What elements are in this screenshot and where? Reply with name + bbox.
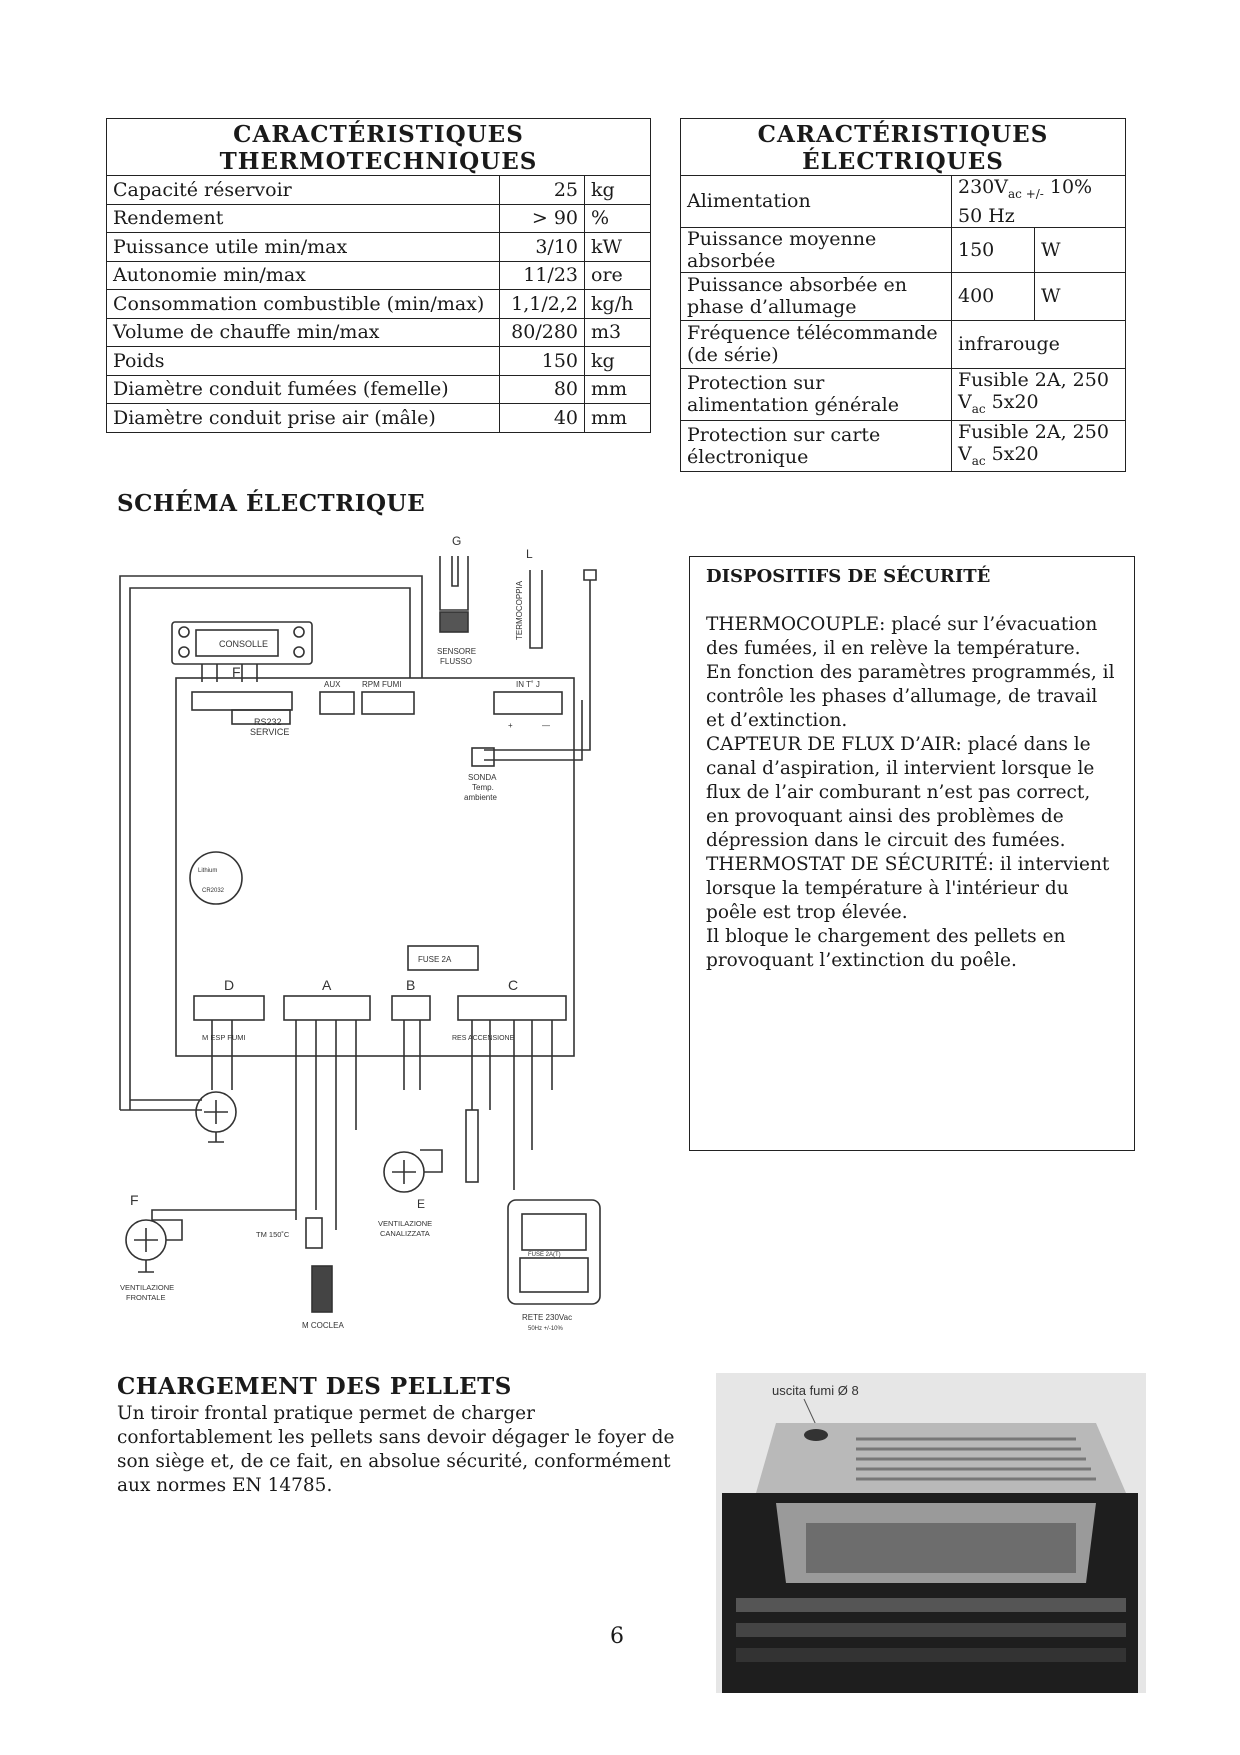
fan-cross [204,1100,228,1142]
row-unit: m3 [585,318,651,347]
pellets-text: Un tiroir frontal pratique permet de charger confortablement les pellets sans devoir dégager le foyer de son siège et, de ce fait, en absolue sécurité, conformément aux normes EN 14785. [117,1403,675,1496]
fuse-rest: 5x20 [985,442,1039,465]
row-value: 150 [499,347,584,376]
d-connector [194,996,264,1020]
safety-paragraph: En fonction des paramètres programmés, il contrôle les phases d’allumage, de travail et d’extinction. [706,662,1115,731]
table-row [107,375,651,404]
row-value: 150 [952,227,1035,272]
row-value: 3/10 [499,233,584,262]
exhaust-outlet [804,1429,828,1441]
a-connector [284,996,370,1020]
row-value [952,176,1126,228]
row-value: 25 [499,176,584,205]
console-button [179,627,189,637]
service-label: SERVICE [250,727,290,737]
table-row [681,272,1126,320]
vent-can-label2: CANALIZZATA [380,1229,430,1238]
fuse-v: V [958,390,972,413]
aux-connector [320,692,354,714]
row-label: Autonomie min/max [107,261,500,290]
fuse-sub: ac [971,453,986,468]
row-value: 400 [952,272,1035,320]
row-unit: W [1035,272,1126,320]
pellet-drawer-photo [716,1373,1146,1693]
minus-label: — [542,721,550,730]
thermo-table-title [107,119,651,176]
fuse-rest: 5x20 [985,390,1039,413]
temp-label: Temp. [472,783,494,792]
fan-cross [392,1150,442,1184]
vent-front-label1: VENTILAZIONE [120,1283,175,1292]
ignition-resistance [466,1110,478,1182]
row-unit: mm [585,404,651,433]
row-unit: kg [585,347,651,376]
console-button [179,647,189,657]
lithium-label: Lithium [198,868,218,874]
esp-label: M ESP FUMI [202,1033,246,1042]
table-row [107,347,651,376]
flusso-label: FLUSSO [440,657,473,666]
elec-title-line2: ÉLECTRIQUES [802,148,1004,175]
drawer-bar [736,1623,1126,1637]
console-button [294,627,304,637]
down-wires [472,1020,552,1190]
row-label: Protection sur alimentation générale [681,368,952,420]
mains-inlet [522,1214,586,1250]
control-board [176,678,574,1056]
table-row [107,233,651,262]
thermotechnical-table [106,118,651,433]
safety-devices-box [689,556,1135,1151]
rpm-connector [362,692,414,714]
console-button [294,647,304,657]
sonda-label: SONDA [468,773,497,782]
row-unit: % [585,204,651,233]
row-value: 80 [499,375,584,404]
drawer-bar [736,1598,1126,1612]
fuse-sub: ac [971,401,986,416]
table-row [681,176,1126,228]
table-row [107,261,651,290]
d-label: D [224,977,235,993]
row-unit: W [1035,227,1126,272]
e-label: E [417,1197,426,1211]
table-row [681,368,1126,420]
row-label: Puissance utile min/max [107,233,500,262]
row-label: Puissance moyenne absorbée [681,227,952,272]
vent-can-label1: VENTILAZIONE [378,1219,433,1228]
thermo-title-line1: CARACTÉRISTIQUES [233,121,524,148]
row-value [952,368,1126,420]
safety-title: DISPOSITIFS DE SÉCURITÉ [706,566,991,587]
row-label: Puissance absorbée en phase d’allumage [681,272,952,320]
photo-caption: uscita fumi Ø 8 [772,1383,859,1398]
row-label: Rendement [107,204,500,233]
row-label: Alimentation [681,176,952,228]
b-connector [392,996,430,1020]
row-unit: kg [585,176,651,205]
table-row [107,404,651,433]
table-row [107,176,651,205]
safety-paragraph: THERMOCOUPLE: placé sur l’évacuation des fumées, il en relève la température. [706,614,1098,659]
row-label: Capacité réservoir [107,176,500,205]
alim-rest: 10% 50 Hz [958,176,1093,227]
fan-cross [134,1210,296,1272]
l-label: L [526,547,533,561]
f-bottom-label: F [130,1192,139,1208]
table-row [681,320,1126,368]
plus-label: + [508,721,513,730]
c-connector [458,996,566,1020]
safety-paragraph: Il bloque le chargement des pellets en provoquant l’extinction du poêle. [706,926,1066,971]
row-unit: ore [585,261,651,290]
safety-paragraph: CAPTEUR DE FLUX D’AIR: placé dans le canal d’aspiration, il intervient lorsque le flux de l’air comburant n’est pas correct, en provoquant ainsi des problèmes de dépression dans le circuit des fumées. [706,734,1095,851]
safety-thermostat [306,1218,322,1248]
int-label: IN T˚ J [516,680,540,689]
rete-label: RETE 230Vac [522,1313,573,1322]
table-row [107,204,651,233]
electrical-table [680,118,1126,472]
g-label: G [452,534,462,548]
table-row [107,318,651,347]
row-value: 1,1/2,2 [499,290,584,319]
battery [190,852,242,904]
down-wires [212,1020,420,1230]
schema-heading: SCHÉMA ÉLECTRIQUE [117,490,426,517]
rs232-label: RS232 [254,717,282,727]
outer-wire [120,1100,202,1110]
auger-motor [312,1266,332,1312]
thermo-title-line2: THERMOTECHNIQUES [219,148,538,175]
fuse-text: Fusible 2A, 250 [958,368,1109,391]
thermo-table-body [107,176,651,433]
pellets [806,1523,1076,1573]
alim-sub: ac +/- [1008,186,1044,201]
row-value: infrarouge [952,320,1126,368]
fuse-text: Fusible 2A, 250 [958,420,1109,443]
row-label: Consommation combustible (min/max) [107,290,500,319]
row-label: Diamètre conduit prise air (mâle) [107,404,500,433]
table-row [681,227,1126,272]
coclea-label: M COCLEA [302,1321,344,1330]
table-row [107,290,651,319]
fuse2at-label: FUSE 2A(T) [528,1252,561,1258]
alim-v: 230V [958,176,1008,198]
air-flow-sensor-body [440,612,468,632]
row-label: Fréquence télécommande (de série) [681,320,952,368]
f-connector [192,692,292,710]
page-number: 6 [610,1624,624,1649]
rpm-label: RPM FUMI [362,680,402,689]
mains-switch [520,1258,588,1292]
probe-wire [584,570,596,700]
fuse-v: V [958,442,972,465]
row-unit: mm [585,375,651,404]
b-label: B [406,977,416,993]
termocoppia-label: TERMOCOPPIA [515,580,524,640]
fuse2a-label: FUSE 2A [418,955,452,964]
row-value [952,420,1126,472]
res-label: RES ACCENSIONE [452,1035,515,1042]
pellets-heading: CHARGEMENT DES PELLETS [117,1373,512,1400]
drawer-bar [736,1648,1126,1662]
row-value: 11/23 [499,261,584,290]
vent-front-label2: FRONTALE [126,1293,166,1302]
wiring-diagram [112,530,672,1340]
cr2032-label: CR2032 [202,888,225,894]
a-label: A [322,977,332,993]
elec-table-title [681,119,1126,176]
row-value: 40 [499,404,584,433]
consolle-label: CONSOLLE [219,639,269,649]
row-label: Volume de chauffe min/max [107,318,500,347]
sensore-label: SENSORE [437,647,477,656]
tm150-label: TM 150˚C [256,1230,290,1239]
f-wires [202,664,257,682]
aux-label: AUX [324,680,341,689]
row-value: 80/280 [499,318,584,347]
c-label: C [508,977,519,993]
row-label: Diamètre conduit fumées (femelle) [107,375,500,404]
thermocouple [530,570,542,648]
air-flow-sensor [440,556,468,610]
ambiente-label: ambiente [464,793,497,802]
safety-paragraph: THERMOSTAT DE SÉCURITÉ: il intervient lorsque la température à l'intérieur du poêle est trop élevée. [706,854,1110,923]
table-row [681,420,1126,472]
row-label: Poids [107,347,500,376]
rete-sub-label: 50Hz +/-10% [528,1326,563,1332]
elec-title-line1: CARACTÉRISTIQUES [757,121,1049,148]
int-connector [494,692,562,714]
row-unit: kg/h [585,290,651,319]
row-value: > 90 [499,204,584,233]
row-label: Protection sur carte électronique [681,420,952,472]
f-top-label: F [232,664,241,680]
row-unit: kW [585,233,651,262]
